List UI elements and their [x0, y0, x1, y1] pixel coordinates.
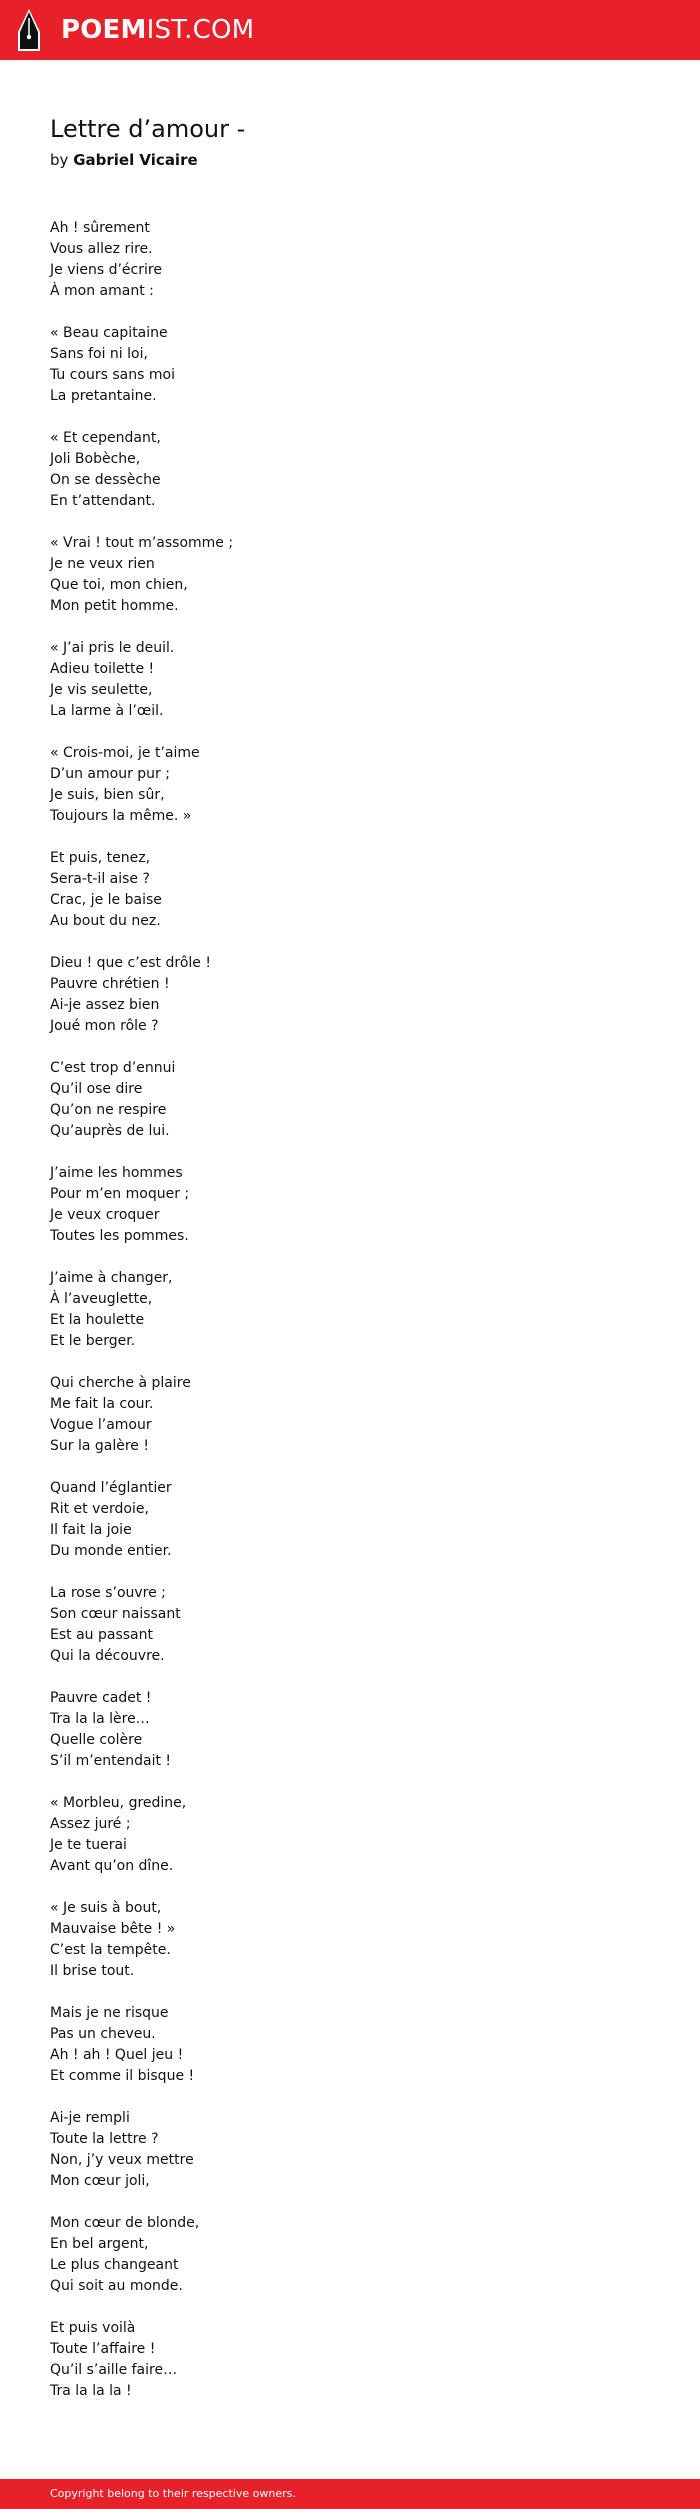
- poem-line: Je viens d’écrire: [50, 262, 162, 278]
- poem-line: Toujours la même. »: [50, 808, 192, 824]
- poem-stanza: [50, 638, 650, 722]
- poem-line: Et la houlette: [50, 1312, 145, 1328]
- poem-line: J’aime les hommes: [50, 1165, 183, 1181]
- poem-line: Tra la la la !: [50, 2383, 132, 2399]
- poem-line: Son cœur naissant: [50, 1606, 181, 1622]
- poem-line: Tra la la lère…: [50, 1711, 150, 1727]
- poem-stanza: [50, 953, 650, 1037]
- poem-line: Il fait la joie: [50, 1522, 132, 1538]
- poem-line: Je te tuerai: [50, 1837, 127, 1853]
- logo-light-text: IST.COM: [146, 15, 255, 45]
- poem-line: Tu cours sans moi: [50, 367, 175, 383]
- poem-line: Que toi, mon chien,: [50, 577, 188, 593]
- poem-line: C’est trop d’ennui: [50, 1060, 176, 1076]
- poem-stanza: [50, 533, 650, 617]
- poem-stanza: [50, 428, 650, 512]
- poem-line: Me fait la cour.: [50, 1396, 154, 1412]
- poem-line: « Et cependant,: [50, 430, 161, 446]
- poem-stanza: [50, 1478, 650, 1562]
- poem-title: Lettre d’amour -: [50, 115, 246, 143]
- poem-line: À mon amant :: [50, 283, 154, 299]
- poem-line: Qu’on ne respire: [50, 1102, 167, 1118]
- poem-line: Mon cœur de blonde,: [50, 2215, 200, 2231]
- poem-line: Toutes les pommes.: [50, 1228, 189, 1244]
- poem-line: On se dessèche: [50, 472, 161, 488]
- poem-line: Joli Bobèche,: [50, 451, 141, 467]
- poem-stanza: [50, 2318, 650, 2402]
- poem-line: Est au passant: [50, 1627, 153, 1643]
- pen-nib-icon[interactable]: [17, 8, 41, 52]
- poem-line: Sur la galère !: [50, 1438, 149, 1454]
- poem-line: Du monde entier.: [50, 1543, 172, 1559]
- poem-stanza: [50, 1058, 650, 1142]
- poem-line: La larme à l’œil.: [50, 703, 164, 719]
- poem-line: Sans foi ni loi,: [50, 346, 148, 362]
- poem-line: En t’attendant.: [50, 493, 156, 509]
- poem-line: « J’ai pris le deuil.: [50, 640, 175, 656]
- poem-stanza: [50, 1373, 650, 1457]
- poem-line: Non, j’y veux mettre: [50, 2152, 194, 2168]
- poem-line: J’aime à changer,: [50, 1270, 173, 1286]
- poem-stanza: [50, 1268, 650, 1352]
- poem-line: Je vis seulette,: [50, 682, 153, 698]
- poem-stanza: [50, 323, 650, 407]
- logo-bold-text: POEM: [61, 15, 147, 45]
- poem-line: Et puis voilà: [50, 2320, 136, 2336]
- poem-line: La rose s’ouvre ;: [50, 1585, 166, 1601]
- poem-line: « Beau capitaine: [50, 325, 168, 341]
- poem-line: Et le berger.: [50, 1333, 136, 1349]
- poem-stanza: [50, 218, 650, 302]
- poem-line: Qu’il s’aille faire…: [50, 2362, 178, 2378]
- poem-body: [50, 218, 650, 2423]
- poem-line: « Morbleu, gredine,: [50, 1795, 187, 1811]
- poem-line: C’est la tempête.: [50, 1942, 171, 1958]
- poem-line: Je veux croquer: [50, 1207, 160, 1223]
- poem-stanza: [50, 1583, 650, 1667]
- byline: [50, 148, 198, 172]
- poem-line: Pas un cheveu.: [50, 2026, 156, 2042]
- by-prefix: by: [50, 151, 69, 169]
- poem-line: Crac, je le baise: [50, 892, 162, 908]
- poem-line: D’un amour pur ;: [50, 766, 170, 782]
- poem-line: Vous allez rire.: [50, 241, 153, 257]
- poem-line: La pretantaine.: [50, 388, 157, 404]
- poem-line: Mon cœur joli,: [50, 2173, 150, 2189]
- poem-stanza: [50, 1898, 650, 1982]
- poem-line: Mauvaise bête ! »: [50, 1921, 176, 1937]
- poem-line: Quelle colère: [50, 1732, 143, 1748]
- poem-line: Ai-je assez bien: [50, 997, 160, 1013]
- poem-line: Toute l’affaire !: [50, 2341, 156, 2357]
- poem-line: Rit et verdoie,: [50, 1501, 149, 1517]
- site-footer: [0, 2479, 700, 2509]
- poem-line: « Je suis à bout,: [50, 1900, 162, 1916]
- poem-stanza: [50, 743, 650, 827]
- poem-line: Ah ! ah ! Quel jeu !: [50, 2047, 184, 2063]
- poem-stanza: [50, 2108, 650, 2192]
- poem-line: Pauvre chrétien !: [50, 976, 170, 992]
- poem-line: Pour m’en moquer ;: [50, 1186, 190, 1202]
- poem-line: Au bout du nez.: [50, 913, 161, 929]
- poem-line: « Crois-moi, je t’aime: [50, 745, 200, 761]
- poem-line: En bel argent,: [50, 2236, 149, 2252]
- poem-line: « Vrai ! tout m’assomme ;: [50, 535, 234, 551]
- poem-line: Toute la lettre ?: [50, 2131, 159, 2147]
- poem-line: Avant qu’on dîne.: [50, 1858, 174, 1874]
- poem-line: Ah ! sûrement: [50, 220, 150, 236]
- poem-stanza: [50, 1163, 650, 1247]
- poem-line: Qui cherche à plaire: [50, 1375, 191, 1391]
- poem-line: Qui soit au monde.: [50, 2278, 183, 2294]
- poem-line: Et puis, tenez,: [50, 850, 151, 866]
- poem-stanza: [50, 1688, 650, 1772]
- poem-line: Pauvre cadet !: [50, 1690, 152, 1706]
- poem-line: Joué mon rôle ?: [50, 1018, 159, 1034]
- site-logo[interactable]: [61, 13, 254, 47]
- poem-line: Qu’il ose dire: [50, 1081, 143, 1097]
- poem-line: Qu’auprès de lui.: [50, 1123, 170, 1139]
- poem-line: Ai-je rempli: [50, 2110, 130, 2126]
- poem-stanza: [50, 848, 650, 932]
- poem-stanza: [50, 2213, 650, 2297]
- poem-line: Vogue l’amour: [50, 1417, 152, 1433]
- copyright-text: Copyright belong to their respective owners.: [50, 2487, 296, 2500]
- poem-line: Qui la découvre.: [50, 1648, 165, 1664]
- poem-line: Sera-t-il aise ?: [50, 871, 150, 887]
- poem-line: S’il m’entendait !: [50, 1753, 172, 1769]
- poem-line: Mon petit homme.: [50, 598, 179, 614]
- author-name: Gabriel Vicaire: [73, 151, 198, 169]
- poem-line: Dieu ! que c’est drôle !: [50, 955, 211, 971]
- site-header: [0, 0, 700, 60]
- poem-line: Quand l’églantier: [50, 1480, 172, 1496]
- poem-line: Mais je ne risque: [50, 2005, 169, 2021]
- poem-line: Assez juré ;: [50, 1816, 131, 1832]
- poem-line: Adieu toilette !: [50, 661, 155, 677]
- poem-stanza: [50, 1793, 650, 1877]
- poem-line: Je ne veux rien: [50, 556, 155, 572]
- poem-line: Je suis, bien sûr,: [50, 787, 165, 803]
- poem-line: À l’aveuglette,: [50, 1291, 153, 1307]
- poem-line: Il brise tout.: [50, 1963, 135, 1979]
- poem-stanza: [50, 2003, 650, 2087]
- poem-line: Le plus changeant: [50, 2257, 179, 2273]
- poem-line: Et comme il bisque !: [50, 2068, 195, 2084]
